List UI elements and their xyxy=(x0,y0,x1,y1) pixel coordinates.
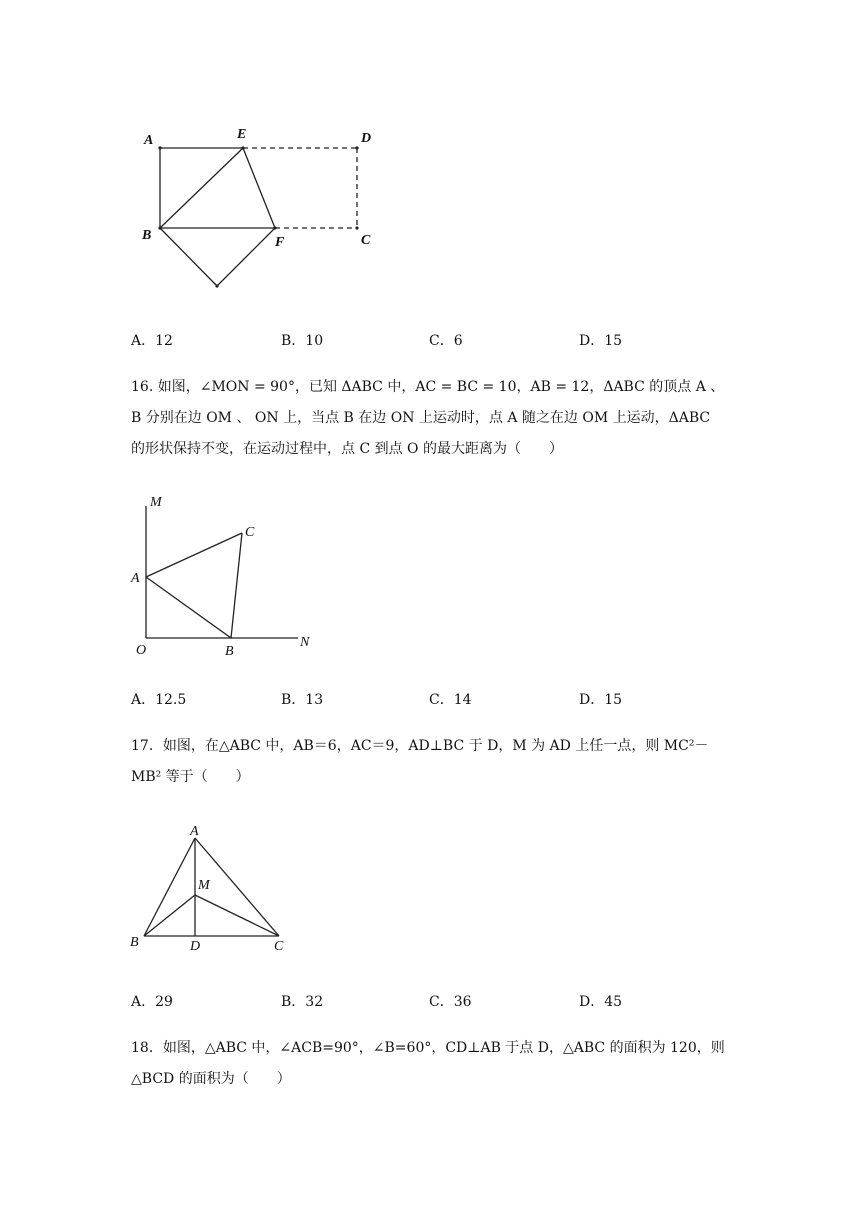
label-B: B xyxy=(130,935,139,950)
q16-line-2: B 分别在边 OM 、 ON 上，当点 B 在边 ON 上运动时，点 A 随之在边 OM 上运动，ΔABC xyxy=(131,410,711,426)
q18-line-2: △BCD 的面积为（ ） xyxy=(131,1071,291,1087)
label-M: M xyxy=(198,878,210,893)
label-D: D xyxy=(361,131,372,146)
label-B: B xyxy=(225,644,234,659)
q16-option-b[interactable]: B．13 xyxy=(281,692,324,708)
label-C: C xyxy=(245,525,255,540)
q17-line-2: MB² 等于（ ） xyxy=(131,769,250,785)
q17-option-c[interactable]: C．36 xyxy=(429,994,472,1010)
q15-option-d[interactable]: D．15 xyxy=(579,333,623,349)
label-C: C xyxy=(361,233,371,248)
figure-angle-mon xyxy=(128,488,328,663)
question-17-text xyxy=(131,731,741,793)
figure-rectangle-fold xyxy=(130,120,390,295)
q16-line-3: 的形状保持不变，在运动过程中，点 C 到点 O 的最大距离为（ ） xyxy=(131,441,563,457)
question-16-text xyxy=(131,372,741,465)
q15-option-a[interactable]: A．12 xyxy=(131,333,173,349)
label-M: M xyxy=(150,495,162,510)
label-O: O xyxy=(136,643,147,658)
label-C: C xyxy=(274,939,284,954)
q15-option-c[interactable]: C．6 xyxy=(429,333,463,349)
figure-triangle-abc-altitude xyxy=(128,818,303,958)
question-18-text xyxy=(131,1033,741,1095)
q16-option-d[interactable]: D．15 xyxy=(579,692,623,708)
label-E: E xyxy=(237,127,247,142)
q17-option-a[interactable]: A．29 xyxy=(131,994,173,1010)
q17-line-1: 17．如图，在△ABC 中，AB＝6，AC＝9，AD⊥BC 于 D，M 为 AD 上任一点，则 MC²－ xyxy=(131,738,709,754)
q18-line-1: 18．如图，△ABC 中，∠ACB=90°，∠B=60°，CD⊥AB 于点 D，△ABC 的面积为 120，则 xyxy=(131,1040,725,1056)
q17-option-d[interactable]: D．45 xyxy=(579,994,623,1010)
q15-option-b[interactable]: B．10 xyxy=(281,333,324,349)
label-A: A xyxy=(131,571,140,586)
label-B: B xyxy=(142,228,152,243)
q16-line-1: 16. 如图，∠MON = 90°，已知 ΔABC 中，AC = BC = 10，AB = 12，ΔABC 的顶点 A 、 xyxy=(131,379,725,395)
q17-option-b[interactable]: B．32 xyxy=(281,994,324,1010)
label-A: A xyxy=(190,824,199,839)
q16-option-c[interactable]: C．14 xyxy=(429,692,472,708)
label-N: N xyxy=(300,635,310,650)
label-A: A xyxy=(144,133,154,148)
label-D: D xyxy=(190,939,201,954)
q16-option-a[interactable]: A．12.5 xyxy=(131,692,187,708)
label-F: F xyxy=(275,235,285,250)
